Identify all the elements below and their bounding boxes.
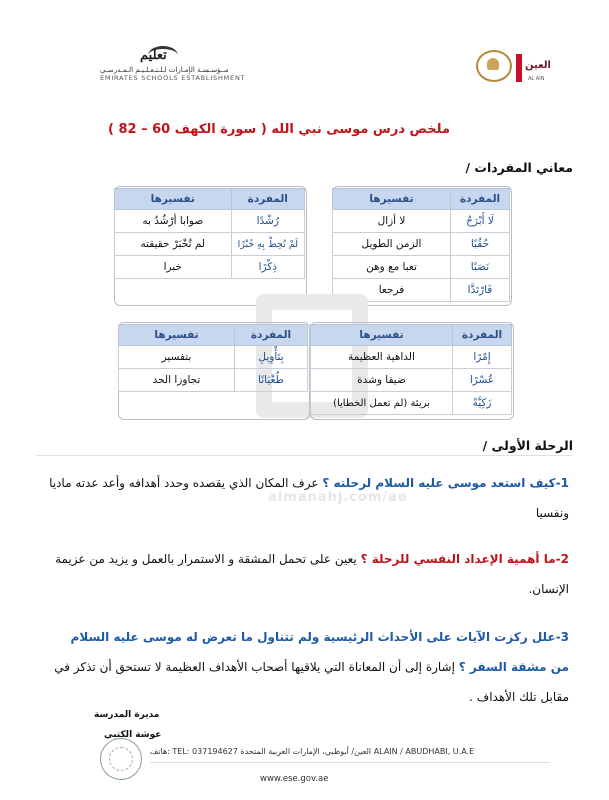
vocab-word: نَصَبًا bbox=[451, 256, 510, 279]
table-row bbox=[333, 233, 510, 256]
ese-logo bbox=[100, 46, 270, 82]
col-header-word: المفردة bbox=[231, 189, 304, 210]
emblem-icon bbox=[476, 50, 512, 82]
table-row bbox=[115, 210, 305, 233]
vocab-meaning: بتفسير bbox=[119, 346, 235, 369]
vocab-word: عُسْرًا bbox=[453, 369, 512, 392]
vocab-table-1-left bbox=[114, 188, 305, 279]
vocab-word: فَارْتَدَّا bbox=[451, 279, 510, 302]
table-row bbox=[333, 256, 510, 279]
vocab-heading: معاني المفردات / bbox=[465, 160, 573, 175]
answer-text: يعين على تحمل المشقة و الاستمرار بالعمل و يزيد من عزيمة الإنسان. bbox=[55, 552, 569, 596]
table-row bbox=[115, 233, 305, 256]
school-logo-small: AL AIN bbox=[528, 76, 545, 82]
table-row bbox=[311, 346, 512, 369]
ese-logo-english: EMIRATES SCHOOLS ESTABLISHMENT bbox=[100, 74, 246, 82]
vocab-table-2-left bbox=[118, 324, 308, 392]
signature-role: مديرة المدرسة bbox=[94, 710, 160, 720]
divider bbox=[36, 455, 572, 456]
watermark-text: almanahj.com/ae bbox=[268, 490, 408, 505]
vocab-meaning: خبرا bbox=[115, 256, 232, 279]
col-header-word: المفردة bbox=[235, 325, 308, 346]
table-row bbox=[119, 369, 308, 392]
ese-logo-line: مــؤسـسـة الإمـارات لـلـتـعـلـيـم الـمـدرسـي bbox=[100, 66, 229, 74]
vocab-meaning: الداهية العظيمة bbox=[311, 346, 453, 369]
vocab-word: حُقُبًا bbox=[451, 233, 510, 256]
school-logo bbox=[516, 52, 566, 86]
answer-text: إشارة إلى أن المعاناة التي يلاقيها أصحاب الأهداف العظيمة لا تستحق أن تذكر في مقابل تلك الأهداف . bbox=[54, 660, 569, 704]
vocab-meaning: تعبا مع وهن bbox=[333, 256, 451, 279]
footer-divider bbox=[150, 762, 550, 763]
flag-icon bbox=[516, 54, 522, 82]
col-header-meaning: تفسيرها bbox=[115, 189, 232, 210]
table-row bbox=[311, 392, 512, 415]
col-header-word: المفردة bbox=[451, 189, 510, 210]
question-3 bbox=[49, 622, 569, 712]
col-header-meaning: تفسيرها bbox=[311, 325, 453, 346]
table-row bbox=[115, 256, 305, 279]
vocab-word: لَمْ تُحِطْ بِهِ خُبْرًا bbox=[231, 233, 304, 256]
vocab-meaning: فرجعا bbox=[333, 279, 451, 302]
question-text: 2-ما أهمية الإعداد النفسي للرحلة ؟ bbox=[360, 552, 569, 566]
vocab-word: إِمْرًا bbox=[453, 346, 512, 369]
col-header-meaning: تفسيرها bbox=[333, 189, 451, 210]
question-text: 3-علل ركزت الآيات على الأحداث الرئيسية ولم تتناول ما تعرض له موسى عليه السلام من مشقة السفر ؟ bbox=[70, 630, 569, 674]
table-row bbox=[311, 369, 512, 392]
page-title: ملخص درس موسى نبي الله ( سورة الكهف 60 – 82 ) bbox=[108, 122, 450, 137]
signature-name: عوشة الكتبي bbox=[104, 730, 162, 740]
footer-contact: هاتف: TEL: 037194627 العين/ أبوظبي، الإمارات العربية المتحدة ALAIN / ABUDHABI, U.A.E bbox=[150, 747, 475, 756]
vocab-meaning: صوابا أرْشُدُ به bbox=[115, 210, 232, 233]
vocab-table-1-right bbox=[332, 188, 510, 302]
table-row bbox=[119, 346, 308, 369]
section-heading: الرحلة الأولى / bbox=[482, 438, 573, 453]
question-2 bbox=[49, 544, 569, 604]
vocab-word: زَكِيَّةً bbox=[453, 392, 512, 415]
vocab-table-2-right bbox=[310, 324, 512, 415]
question-text: 1-كيف استعد موسى عليه السلام لرحلته ؟ bbox=[322, 476, 569, 490]
vocab-meaning: ضيقا وشدة bbox=[311, 369, 453, 392]
vocab-meaning: بريئة (لم تعمل الخطايا) bbox=[311, 392, 453, 415]
vocab-meaning: لم تُخْبَرْ حقيقته bbox=[115, 233, 232, 256]
col-header-meaning: تفسيرها bbox=[119, 325, 235, 346]
vocab-meaning: تجاوزا الحد bbox=[119, 369, 235, 392]
ese-logo-arabic: تعليم bbox=[140, 48, 167, 63]
school-seal-icon bbox=[100, 738, 142, 780]
vocab-word: رُشْدًا bbox=[231, 210, 304, 233]
vocab-word: طُغْيَانًا bbox=[235, 369, 308, 392]
answer-text: عرف المكان الذي يقصده وحدد أهدافه وأعد عدته ماديا ونفسيا bbox=[49, 476, 569, 520]
table-row bbox=[333, 210, 510, 233]
vocab-word: لَا أَبْرَحُ bbox=[451, 210, 510, 233]
vocab-meaning: لا أزال bbox=[333, 210, 451, 233]
vocab-word: بِتَأْوِيلِ bbox=[235, 346, 308, 369]
vocab-word: ذِكْرًا bbox=[231, 256, 304, 279]
col-header-word: المفردة bbox=[453, 325, 512, 346]
footer-website[interactable]: www.ese.gov.ae bbox=[260, 774, 329, 784]
question-1 bbox=[49, 468, 569, 528]
school-logo-text: العين bbox=[525, 60, 551, 71]
vocab-meaning: الزمن الطويل bbox=[333, 233, 451, 256]
